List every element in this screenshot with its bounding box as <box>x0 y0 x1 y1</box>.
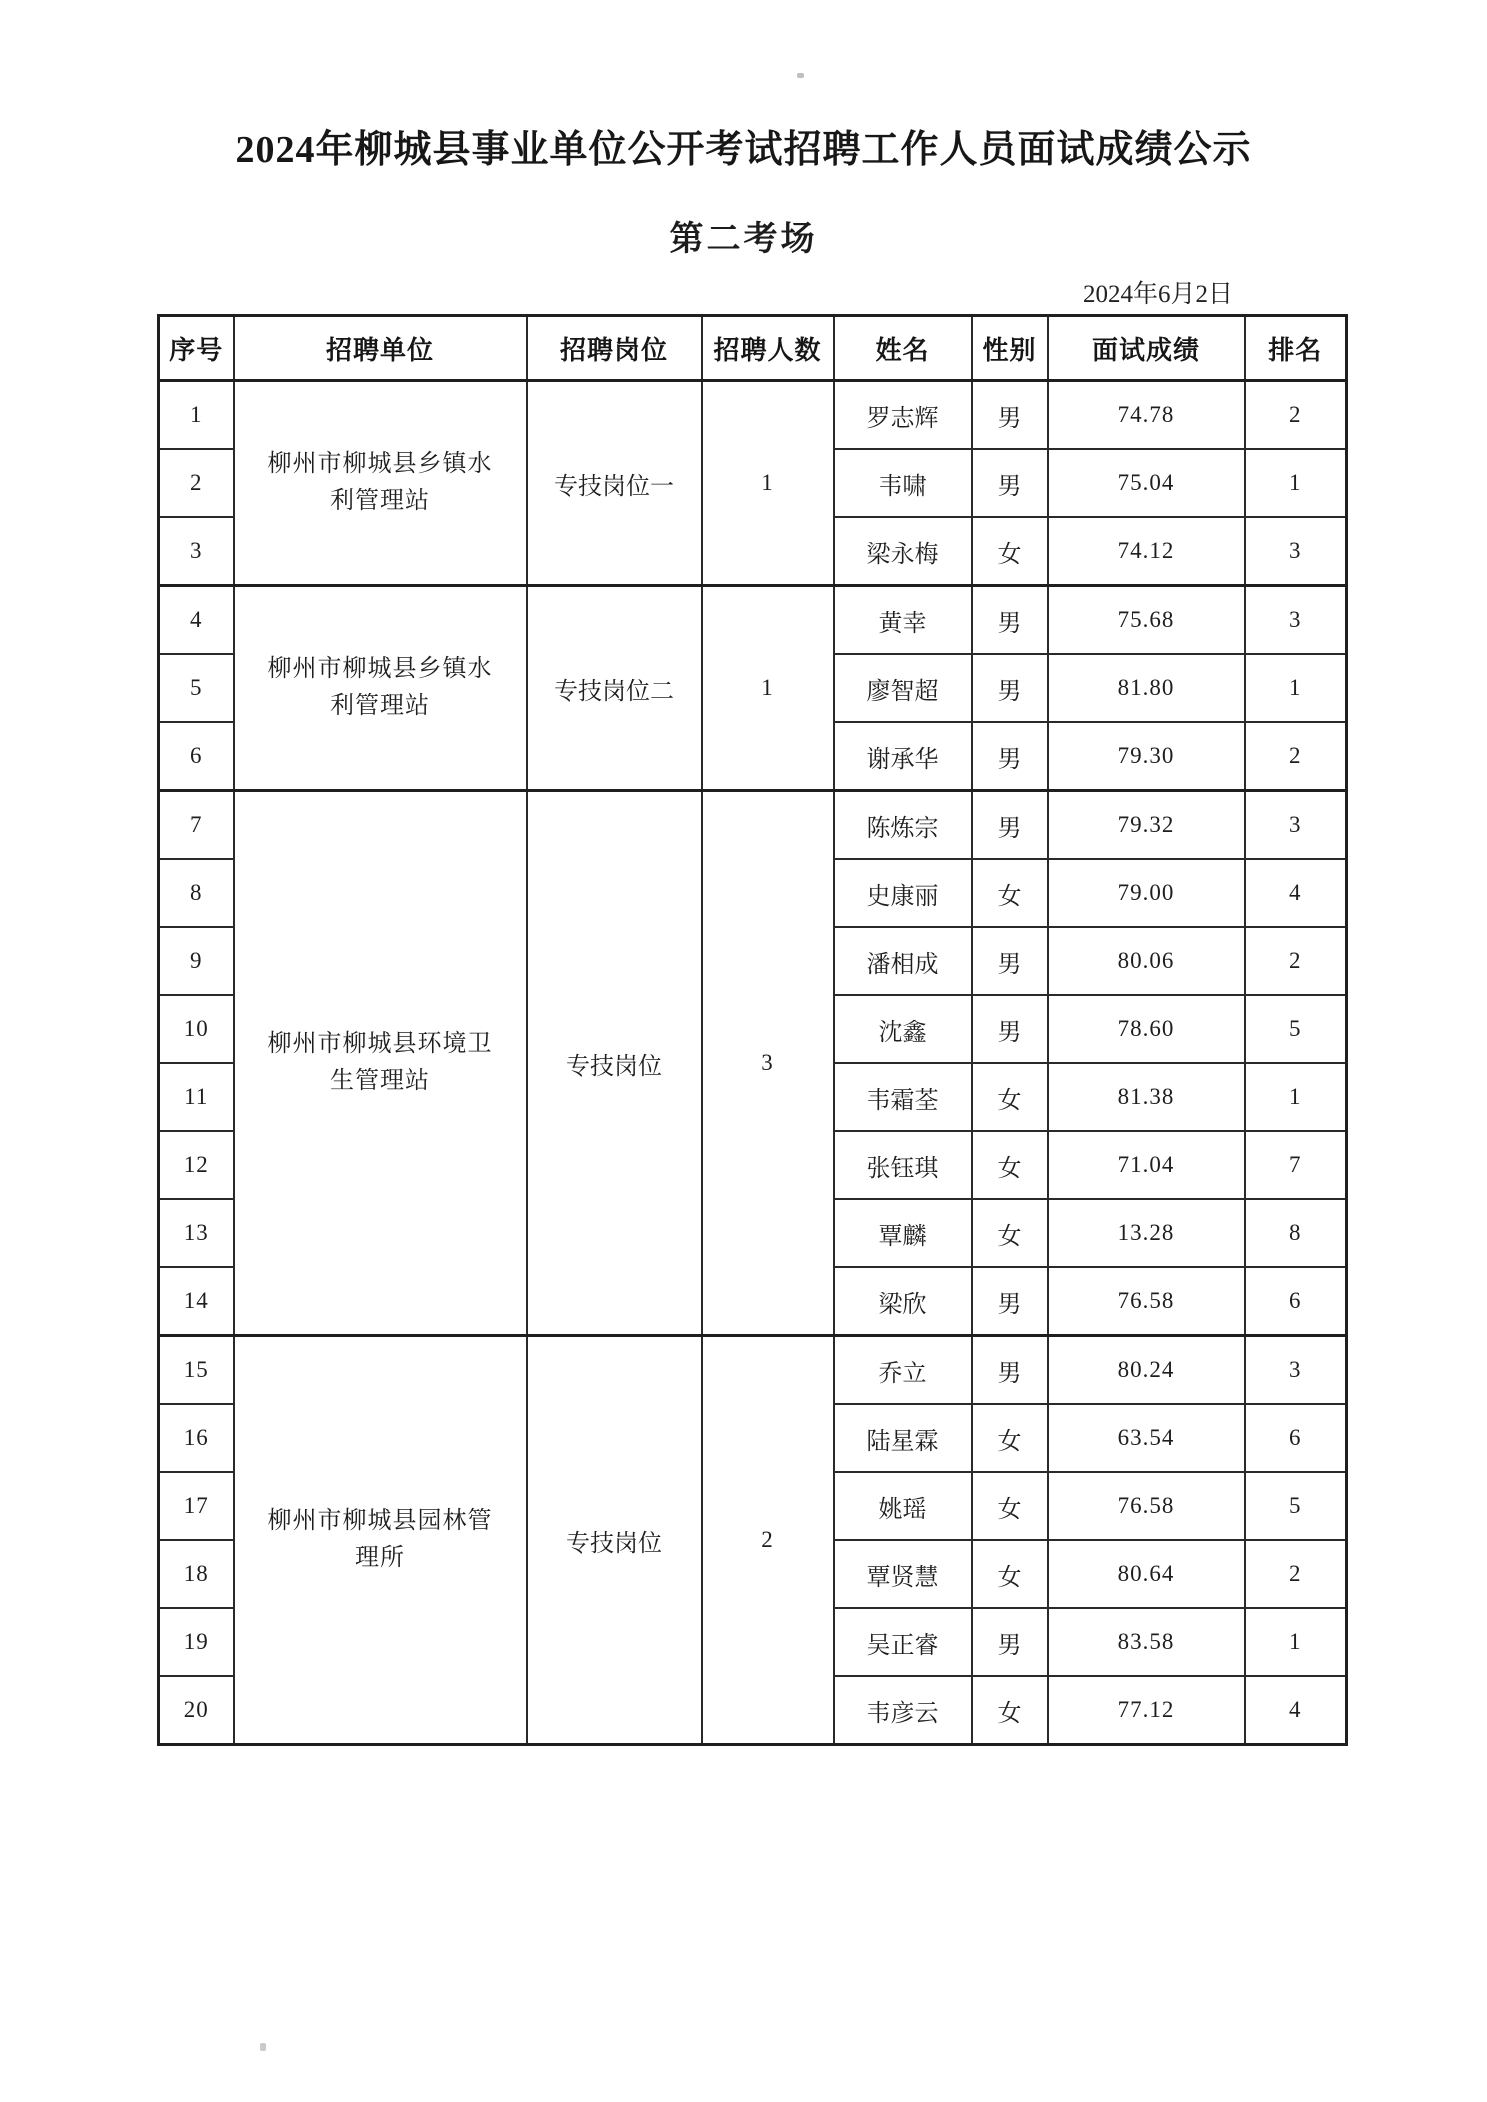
cell-serial: 2 <box>159 449 234 517</box>
col-header-position: 招聘岗位 <box>527 316 702 381</box>
cell-score: 74.78 <box>1048 381 1245 450</box>
cell-gender: 女 <box>972 859 1048 927</box>
cell-rank: 5 <box>1245 1472 1347 1540</box>
cell-gender: 男 <box>972 927 1048 995</box>
cell-name: 陈炼宗 <box>834 791 972 860</box>
cell-rank: 6 <box>1245 1404 1347 1472</box>
cell-score: 78.60 <box>1048 995 1245 1063</box>
cell-serial: 20 <box>159 1676 234 1745</box>
cell-unit: 柳州市柳城县环境卫生管理站 <box>234 791 527 1336</box>
cell-gender: 女 <box>972 1472 1048 1540</box>
cell-score: 79.30 <box>1048 722 1245 791</box>
cell-serial: 16 <box>159 1404 234 1472</box>
page-title: 2024年柳城县事业单位公开考试招聘工作人员面试成绩公示 <box>235 129 1252 171</box>
cell-count: 3 <box>702 791 834 1336</box>
col-header-gender: 性别 <box>972 316 1048 381</box>
cell-score: 63.54 <box>1048 1404 1245 1472</box>
cell-name: 吴正睿 <box>834 1608 972 1676</box>
cell-name: 沈鑫 <box>834 995 972 1063</box>
table-row <box>159 791 1347 860</box>
cell-score: 80.24 <box>1048 1336 1245 1405</box>
cell-serial: 13 <box>159 1199 234 1267</box>
cell-unit: 柳州市柳城县乡镇水利管理站 <box>234 381 527 586</box>
cell-name: 韦霜荃 <box>834 1063 972 1131</box>
cell-unit: 柳州市柳城县乡镇水利管理站 <box>234 586 527 791</box>
cell-rank: 1 <box>1245 1608 1347 1676</box>
cell-score: 80.64 <box>1048 1540 1245 1608</box>
cell-rank: 2 <box>1245 1540 1347 1608</box>
header-row <box>159 316 1347 381</box>
cell-rank: 6 <box>1245 1267 1347 1336</box>
cell-serial: 9 <box>159 927 234 995</box>
cell-gender: 男 <box>972 1336 1048 1405</box>
cell-name: 史康丽 <box>834 859 972 927</box>
cell-name: 覃麟 <box>834 1199 972 1267</box>
col-header-score: 面试成绩 <box>1048 316 1245 381</box>
cell-name: 黄幸 <box>834 586 972 655</box>
col-header-rank: 排名 <box>1245 316 1347 381</box>
cell-rank: 4 <box>1245 859 1347 927</box>
cell-rank: 7 <box>1245 1131 1347 1199</box>
cell-name: 姚瑶 <box>834 1472 972 1540</box>
cell-serial: 10 <box>159 995 234 1063</box>
cell-count: 1 <box>702 381 834 586</box>
cell-score: 75.04 <box>1048 449 1245 517</box>
cell-score: 83.58 <box>1048 1608 1245 1676</box>
cell-rank: 2 <box>1245 722 1347 791</box>
cell-serial: 14 <box>159 1267 234 1336</box>
cell-serial: 19 <box>159 1608 234 1676</box>
col-header-count: 招聘人数 <box>702 316 834 381</box>
cell-name: 梁永梅 <box>834 517 972 586</box>
cell-score: 79.00 <box>1048 859 1245 927</box>
cell-rank: 1 <box>1245 449 1347 517</box>
cell-position: 专技岗位一 <box>527 381 702 586</box>
cell-gender: 女 <box>972 1676 1048 1745</box>
cell-name: 梁欣 <box>834 1267 972 1336</box>
cell-gender: 男 <box>972 586 1048 655</box>
cell-serial: 15 <box>159 1336 234 1405</box>
cell-serial: 4 <box>159 586 234 655</box>
cell-gender: 男 <box>972 1608 1048 1676</box>
col-header-serial: 序号 <box>159 316 234 381</box>
cell-score: 74.12 <box>1048 517 1245 586</box>
cell-serial: 17 <box>159 1472 234 1540</box>
cell-name: 廖智超 <box>834 654 972 722</box>
cell-gender: 女 <box>972 1131 1048 1199</box>
cell-name: 乔立 <box>834 1336 972 1405</box>
interview-score-table <box>157 314 1348 1746</box>
cell-gender: 女 <box>972 1404 1048 1472</box>
cell-score: 81.38 <box>1048 1063 1245 1131</box>
cell-gender: 男 <box>972 654 1048 722</box>
cell-count: 1 <box>702 586 834 791</box>
cell-rank: 2 <box>1245 927 1347 995</box>
cell-gender: 男 <box>972 995 1048 1063</box>
cell-score: 13.28 <box>1048 1199 1245 1267</box>
cell-rank: 3 <box>1245 517 1347 586</box>
cell-score: 71.04 <box>1048 1131 1245 1199</box>
cell-serial: 5 <box>159 654 234 722</box>
cell-gender: 女 <box>972 1540 1048 1608</box>
cell-gender: 男 <box>972 449 1048 517</box>
cell-serial: 18 <box>159 1540 234 1608</box>
cell-count: 2 <box>702 1336 834 1745</box>
cell-gender: 男 <box>972 1267 1048 1336</box>
cell-serial: 11 <box>159 1063 234 1131</box>
cell-score: 79.32 <box>1048 791 1245 860</box>
cell-rank: 1 <box>1245 1063 1347 1131</box>
page-subtitle: 第二考场 <box>669 221 818 258</box>
cell-score: 75.68 <box>1048 586 1245 655</box>
cell-score: 77.12 <box>1048 1676 1245 1745</box>
table-row <box>159 586 1347 655</box>
cell-rank: 5 <box>1245 995 1347 1063</box>
cell-score: 76.58 <box>1048 1472 1245 1540</box>
scan-speck <box>260 2043 266 2051</box>
cell-name: 潘相成 <box>834 927 972 995</box>
cell-name: 陆星霖 <box>834 1404 972 1472</box>
cell-rank: 1 <box>1245 654 1347 722</box>
cell-gender: 女 <box>972 517 1048 586</box>
cell-rank: 3 <box>1245 586 1347 655</box>
cell-name: 韦彦云 <box>834 1676 972 1745</box>
table-header <box>159 316 1347 381</box>
cell-score: 81.80 <box>1048 654 1245 722</box>
cell-rank: 3 <box>1245 1336 1347 1405</box>
score-table-body <box>159 381 1347 1745</box>
cell-rank: 4 <box>1245 1676 1347 1745</box>
cell-gender: 女 <box>972 1063 1048 1131</box>
cell-serial: 8 <box>159 859 234 927</box>
cell-gender: 女 <box>972 1199 1048 1267</box>
cell-gender: 男 <box>972 381 1048 450</box>
cell-unit: 柳州市柳城县园林管理所 <box>234 1336 527 1745</box>
cell-serial: 6 <box>159 722 234 791</box>
cell-score: 80.06 <box>1048 927 1245 995</box>
cell-name: 罗志辉 <box>834 381 972 450</box>
cell-rank: 3 <box>1245 791 1347 860</box>
cell-rank: 2 <box>1245 381 1347 450</box>
cell-name: 韦啸 <box>834 449 972 517</box>
table-row <box>159 381 1347 450</box>
cell-name: 覃贤慧 <box>834 1540 972 1608</box>
cell-name: 谢承华 <box>834 722 972 791</box>
cell-serial: 7 <box>159 791 234 860</box>
col-header-unit: 招聘单位 <box>234 316 527 381</box>
cell-position: 专技岗位 <box>527 791 702 1336</box>
document-date: 2024年6月2日 <box>1082 281 1233 308</box>
scan-speck <box>797 73 804 78</box>
table-row <box>159 1336 1347 1405</box>
cell-gender: 男 <box>972 722 1048 791</box>
cell-serial: 1 <box>159 381 234 450</box>
cell-name: 张钰琪 <box>834 1131 972 1199</box>
cell-position: 专技岗位二 <box>527 586 702 791</box>
cell-position: 专技岗位 <box>527 1336 702 1745</box>
cell-gender: 男 <box>972 791 1048 860</box>
col-header-name: 姓名 <box>834 316 972 381</box>
cell-rank: 8 <box>1245 1199 1347 1267</box>
cell-score: 76.58 <box>1048 1267 1245 1336</box>
cell-serial: 3 <box>159 517 234 586</box>
cell-serial: 12 <box>159 1131 234 1199</box>
